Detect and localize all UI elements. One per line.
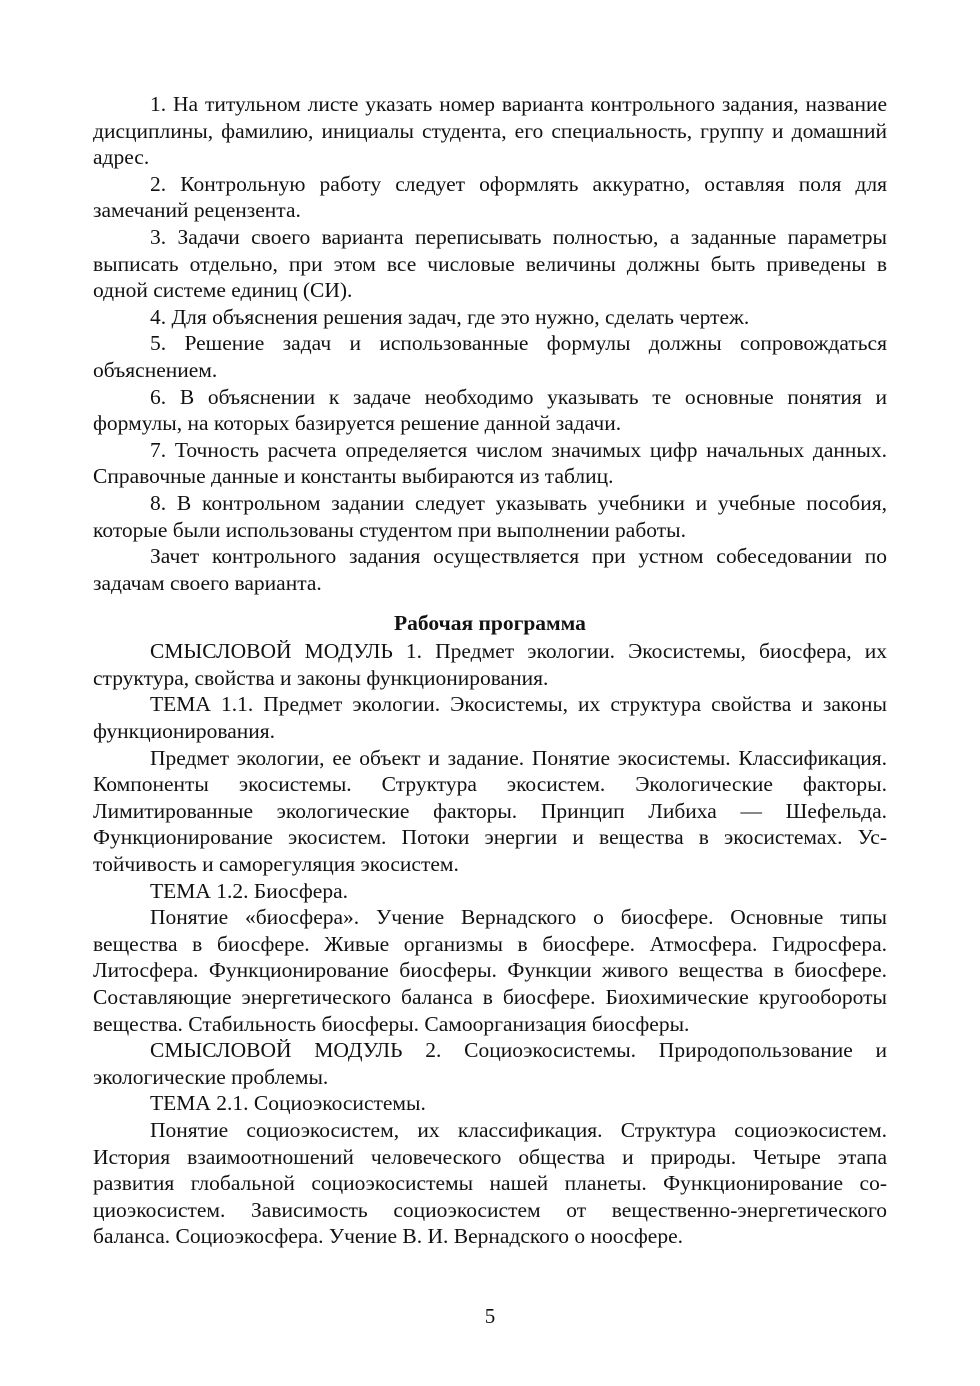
instruction-3: 3. Задачи своего варианта переписывать полностью, а заданные параметры выписать отдельно, при этом все числовые величины должны быть приведены в одной системе единиц (СИ).: [93, 224, 887, 303]
instruction-5: 5. Решение задач и использованные формулы должны сопровождаться объяснением.: [93, 331, 887, 382]
topic-2-1-content: Понятие социоэкосистем, их классификация. Структура социоэкосистем. История взаимоотношений человеческого общества и природы. Четыре этапа развития глобальной социоэкосистемы нашей планеты. Функционирование социоэкосистем. Зависимость социоэкосистем от вещественно-энергетического баланса. Социоэкосфера. Учение В. И. Вернадского о ноосфере.: [93, 1117, 887, 1249]
topic-1-2-content: Понятие «биосфера». Учение Вернадского о биосфере. Основные типы вещества в биосфере. Живые организмы в биосфере. Атмосфера. Гидросфера. Литосфера. Функционирование биосферы. Функции живого вещества в биосфере. Составляющие энергетического баланса в биосфере. Биохимические кругообороты вещества. Стабильность биосферы. Самоорганизация биосферы.: [93, 905, 887, 1036]
instruction-6: 6. В объяснении к задаче необходимо указывать те основные понятия и формулы, на которых базируется решение данной задачи.: [93, 384, 887, 436]
instruction-2: 2. Контрольную работу следует оформлять аккуратно, оставляя поля для замечаний рецензента.: [93, 171, 887, 223]
topic-1-1-title: ТЕМА 1.1. Предмет экологии. Экосистемы, их структура свойства и законы функционирования.: [93, 692, 887, 744]
page-number: 5: [484, 1304, 496, 1328]
credit-note: Зачет контрольного задания осуществляется при устном собеседовании по задачам своего варианта.: [93, 544, 887, 595]
instruction-4: 4. Для объяснения решения задач, где это нужно, сделать чертеж.: [150, 304, 750, 329]
module-1-title: СМЫСЛОВОЙ МОДУЛЬ 1. Предмет экологии. Экосистемы, биосфера, их структура, свойства и законы функционирования.: [93, 639, 887, 690]
instruction-1: 1. На титульном листе указать номер варианта контрольного задания, название дисциплины, фамилию, инициалы студента, его специальность, группу и домашний адрес.: [93, 92, 887, 170]
topic-1-2-title: ТЕМА 1.2. Биосфера.: [150, 878, 348, 903]
instruction-8: 8. В контрольном задании следует указывать учебники и учебные пособия, которые были использованы студентом при выполнении работы.: [93, 490, 887, 542]
instruction-7: 7. Точность расчета определяется числом значимых цифр начальных данных. Справочные данные и константы выбираются из таблиц.: [93, 437, 887, 489]
topic-2-1-title: ТЕМА 2.1. Социоэкосистемы.: [150, 1091, 426, 1116]
topic-1-1-content: Предмет экологии, ее объект и задание. Понятие экосистемы. Классификация. Компоненты экосистемы. Структура экосистем. Экологические факторы. Лимитированные экологические факторы. Принцип Либиха — Шефельда. Функционирование экосистем. Потоки энергии и вещества в экосистемах. Устойчивость и саморегуляция экосистем.: [93, 745, 887, 877]
document-page: [93, 91, 887, 1250]
module-2-title: СМЫСЛОВОЙ МОДУЛЬ 2. Социоэкосистемы. Природопользование и экологические проблемы.: [93, 1038, 887, 1089]
section-heading: Рабочая программа: [394, 611, 586, 636]
